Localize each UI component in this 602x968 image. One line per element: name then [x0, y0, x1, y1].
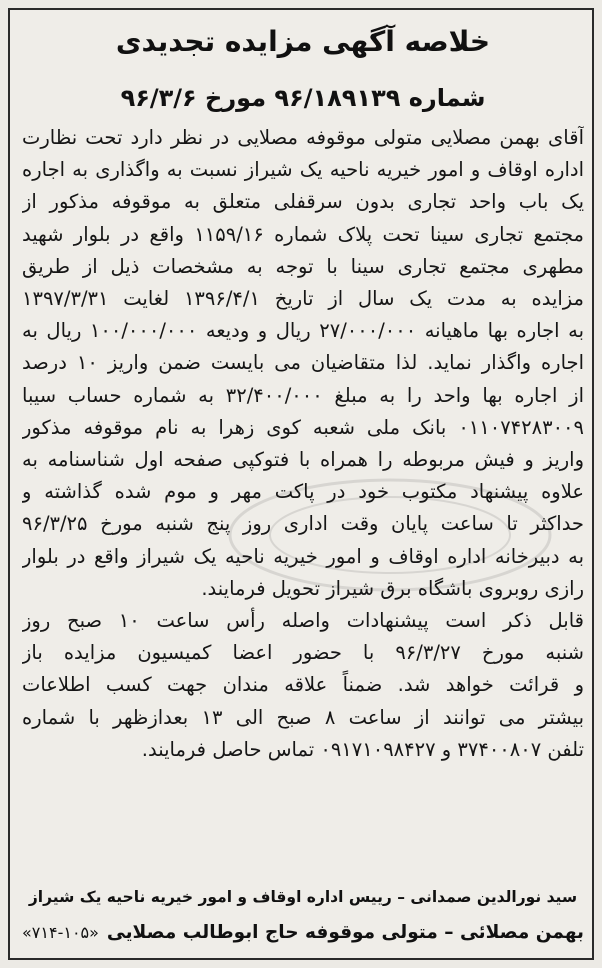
body-line: آقای بهمن مصلایی متولی موقوفه مصلایی در نظر دارد تحت نظارت: [22, 126, 584, 149]
body-line: یک باب واحد تجاری بدون سرقفلی متعلق به موقوفه مذکور از: [22, 190, 584, 214]
body-line: حداکثر تا ساعت پایان وقت اداری روز پنج شنبه مورخ ۹۶/۳/۲۵: [22, 512, 584, 536]
ad-code: «۷۱۴-۱۰۵»: [22, 923, 99, 942]
notice-title: خلاصه آگهی مزایده تجدیدی: [115, 25, 491, 58]
signature-name: بهمن مصلائی – متولی موقوفه حاج ابوطالب مصلایی: [106, 922, 584, 943]
body-line: و قرائت خواهد شد. ضمناً علاقه مندان جهت کسب اطلاعات: [22, 673, 584, 697]
body-line: مزایده به مدت یک سال از تاریخ ۱۳۹۶/۴/۱ لغایت ۱۳۹۷/۳/۳۱: [22, 287, 584, 311]
notice-number: شماره ۹۶/۱۸۹۱۳۹ مورخ ۹۶/۳/۶: [120, 84, 486, 112]
body-line: تلفن ۳۷۴۰۰۸۰۷ و ۰۹۱۷۱۰۹۸۴۲۷ تماس حاصل فرمایند.: [141, 737, 584, 761]
signature-line-2: [22, 916, 584, 950]
body-line: از اجاره بها واحد را به مبلغ ۳۲/۴۰۰/۰۰۰ به شماره حساب سیبا: [22, 383, 584, 407]
body-line: بیشتر می توانند از ساعت ۸ صبح الی ۱۳ بعدازظهر با شماره: [22, 705, 584, 729]
body-line: به اجاره بها ماهیانه ۲۷/۰۰۰/۰۰۰ ریال و ودیعه ۱۰۰/۰۰۰/۰۰۰ ریال به: [22, 319, 584, 343]
body-line: اجاره واگذار نماید. لذا متقاضیان می بایست ضمن واریز ۱۰ درصد: [22, 351, 584, 375]
signature-line-1: سید نورالدین صمدانی – رییس اداره اوقاف و امور خیریه ناحیه یک شیراز: [28, 888, 578, 906]
body-line: قابل ذکر است پیشنهادات واصله رأس ساعت ۱۰ صبح روز: [22, 609, 584, 633]
notice-body: [22, 122, 584, 766]
body-line: رازی روبروی باشگاه برق شیراز تحویل فرمایند.: [201, 576, 584, 600]
body-line: اداره اوقاف و امور خیریه ناحیه یک شیراز نسبت به واگذاری به اجاره: [22, 158, 584, 182]
body-line: واریز و فیش مربوطه را همراه با فتوکپی صفحه اول شناسنامه به: [22, 448, 584, 472]
notice-frame: [8, 8, 594, 960]
body-line: علاوه پیشنهاد مکتوب خود در پاکت مهر و موم شده گذاشته و: [22, 480, 584, 504]
body-line: مطهری مجتمع تجاری سینا با توجه به مشخصات ذیل از طریق: [22, 254, 584, 278]
body-line: ۰۱۱۰۷۴۲۸۳۰۰۹ بانک ملی شعبه کوی زهرا به نام موقوفه مذکور: [22, 415, 584, 439]
body-line: شنبه مورخ ۹۶/۳/۲۷ با حضور اعضا کمیسیون مزایده باز: [22, 641, 584, 665]
body-line: به دبیرخانه اداره اوقاف و امور خیریه ناحیه یک شیراز واقع در بلوار: [22, 544, 584, 568]
body-line: مجتمع تجاری سینا تحت پلاک شماره ۱۱۵۹/۱۶ واقع در بلوار شهید: [22, 222, 584, 246]
